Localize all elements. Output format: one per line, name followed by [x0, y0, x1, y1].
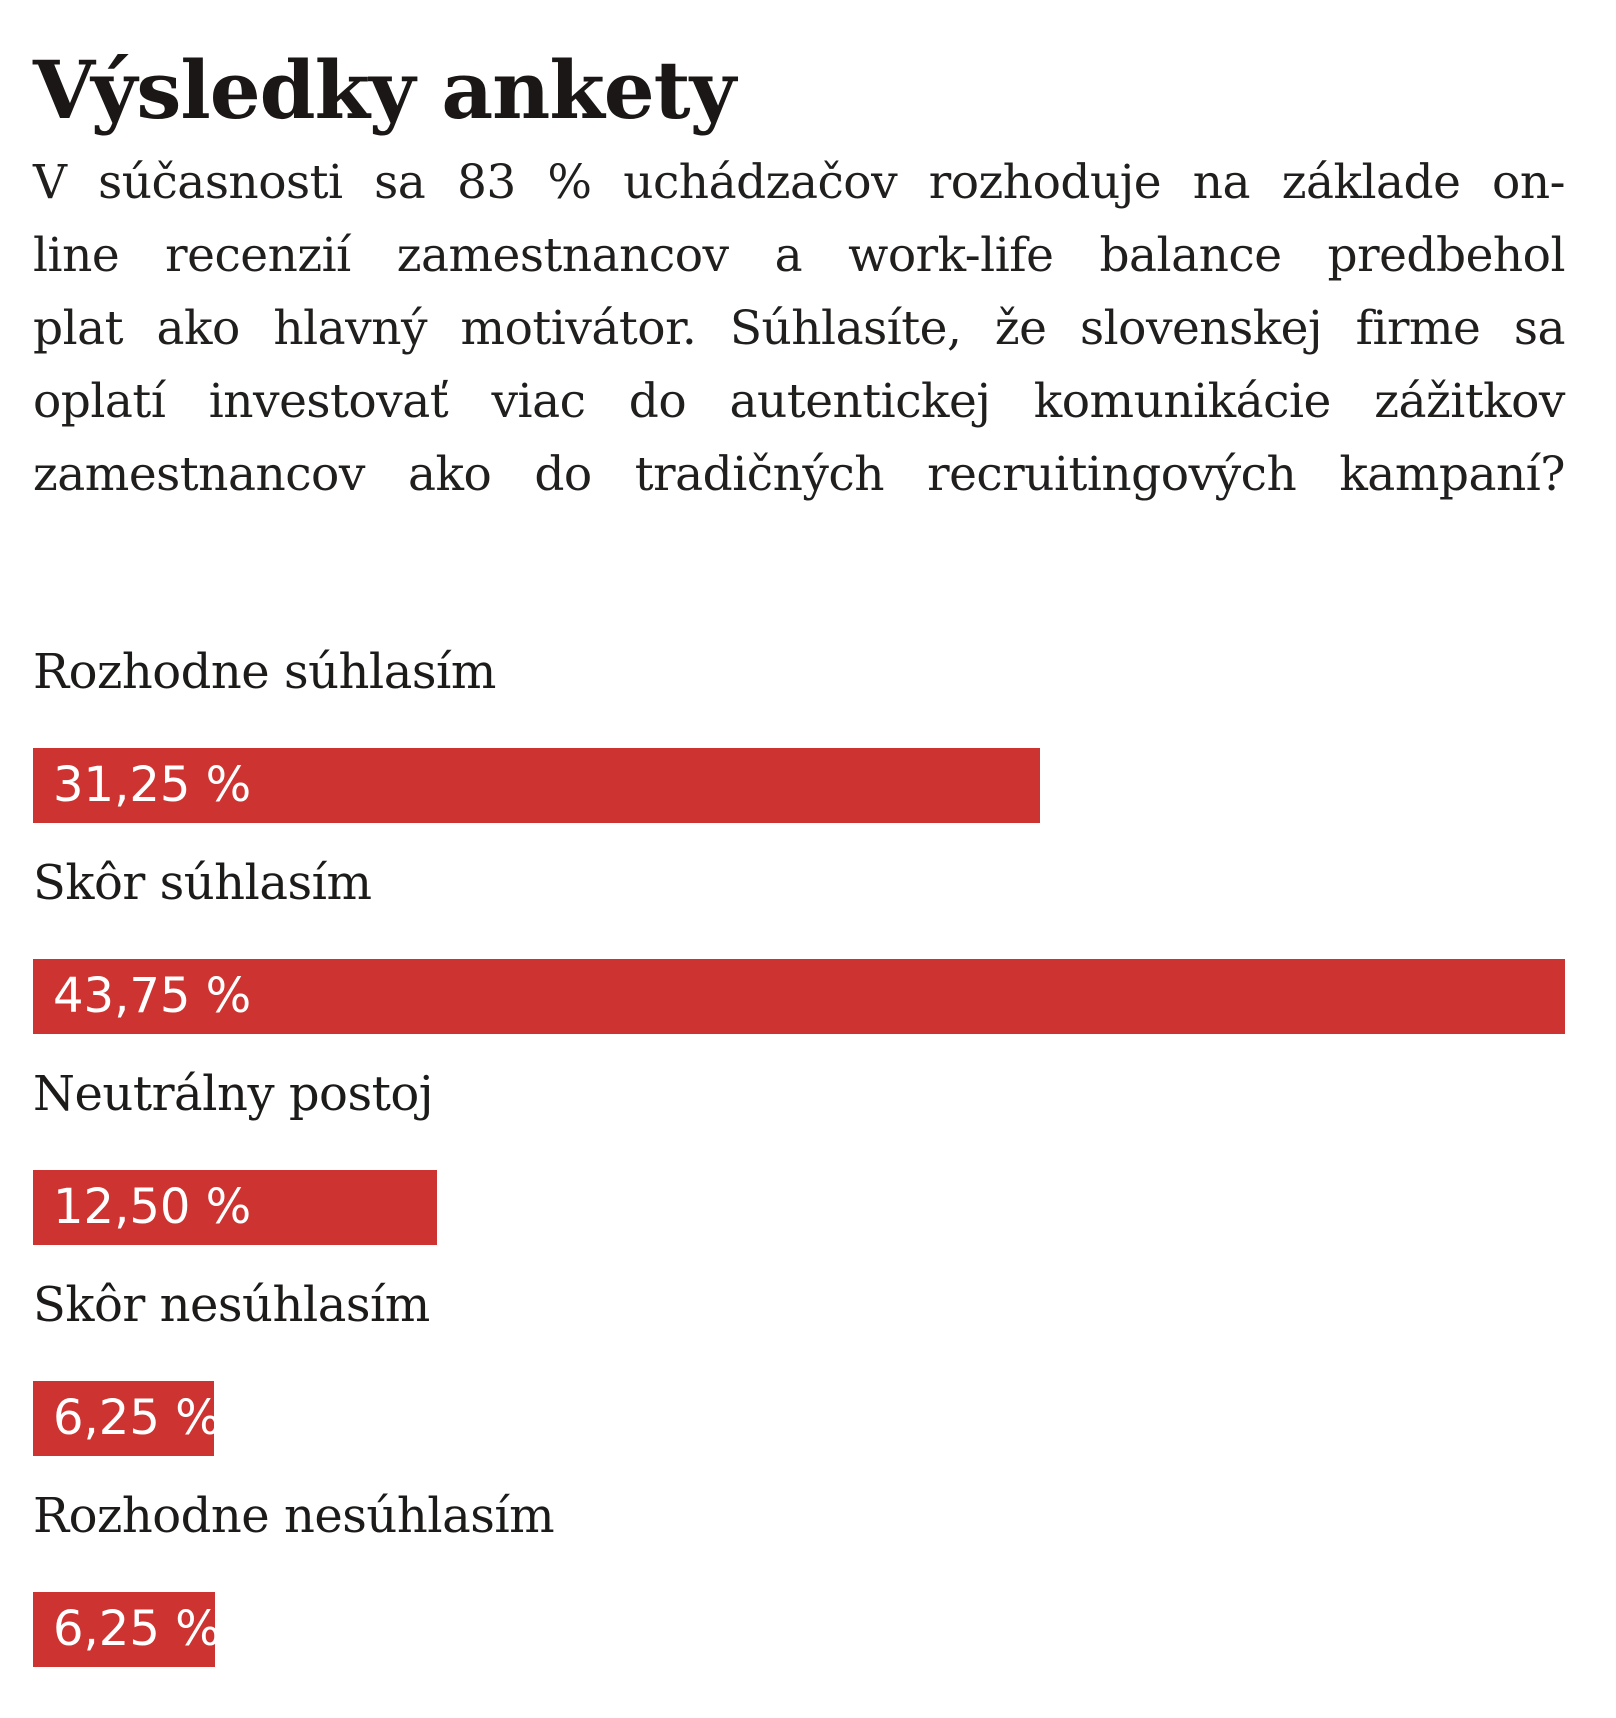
- paragraph-line: zamestnancov ako do tradičných recruitingových kampaní?: [33, 447, 1565, 502]
- result-bar: [33, 1592, 221, 1667]
- paragraph-line: plat ako hlavný motivátor. Súhlasíte, že slovenskej firme sa: [33, 301, 1565, 356]
- result-bar: [33, 959, 1565, 1034]
- paragraph-line: oplatí investovať viac do autentickej komunikácie zážitkov: [33, 374, 1565, 429]
- poll-option-row: [33, 644, 1565, 823]
- page-title: Výsledky ankety: [33, 43, 736, 137]
- poll-option-label: Skôr súhlasím: [33, 855, 372, 911]
- result-bar: [33, 1170, 437, 1245]
- poll-results-list: [33, 644, 1565, 1667]
- poll-option-row: [33, 1066, 1565, 1245]
- result-percentage-label: 31,25 %: [53, 757, 252, 813]
- poll-option-label: Rozhodne súhlasím: [33, 644, 496, 700]
- poll-option-row: [33, 1488, 1565, 1667]
- poll-option-label: Rozhodne nesúhlasím: [33, 1488, 555, 1544]
- poll-option-label: Skôr nesúhlasím: [33, 1277, 430, 1333]
- result-percentage-label: 6,25 %: [53, 1601, 221, 1657]
- paragraph-line: line recenzií zamestnancov a work-life balance predbehol: [33, 228, 1565, 283]
- poll-question-paragraph: [33, 146, 1565, 511]
- result-bar: [33, 748, 1040, 823]
- poll-option-row: [33, 1277, 1565, 1456]
- result-percentage-label: 6,25 %: [53, 1390, 221, 1446]
- poll-option-row: [33, 855, 1565, 1034]
- poll-option-label: Neutrálny postoj: [33, 1066, 434, 1122]
- result-percentage-label: 43,75 %: [53, 968, 252, 1024]
- paragraph-line: V súčasnosti sa 83 % uchádzačov rozhoduje na základe on-: [33, 155, 1565, 210]
- result-bar: [33, 1381, 221, 1456]
- result-percentage-label: 12,50 %: [53, 1179, 252, 1235]
